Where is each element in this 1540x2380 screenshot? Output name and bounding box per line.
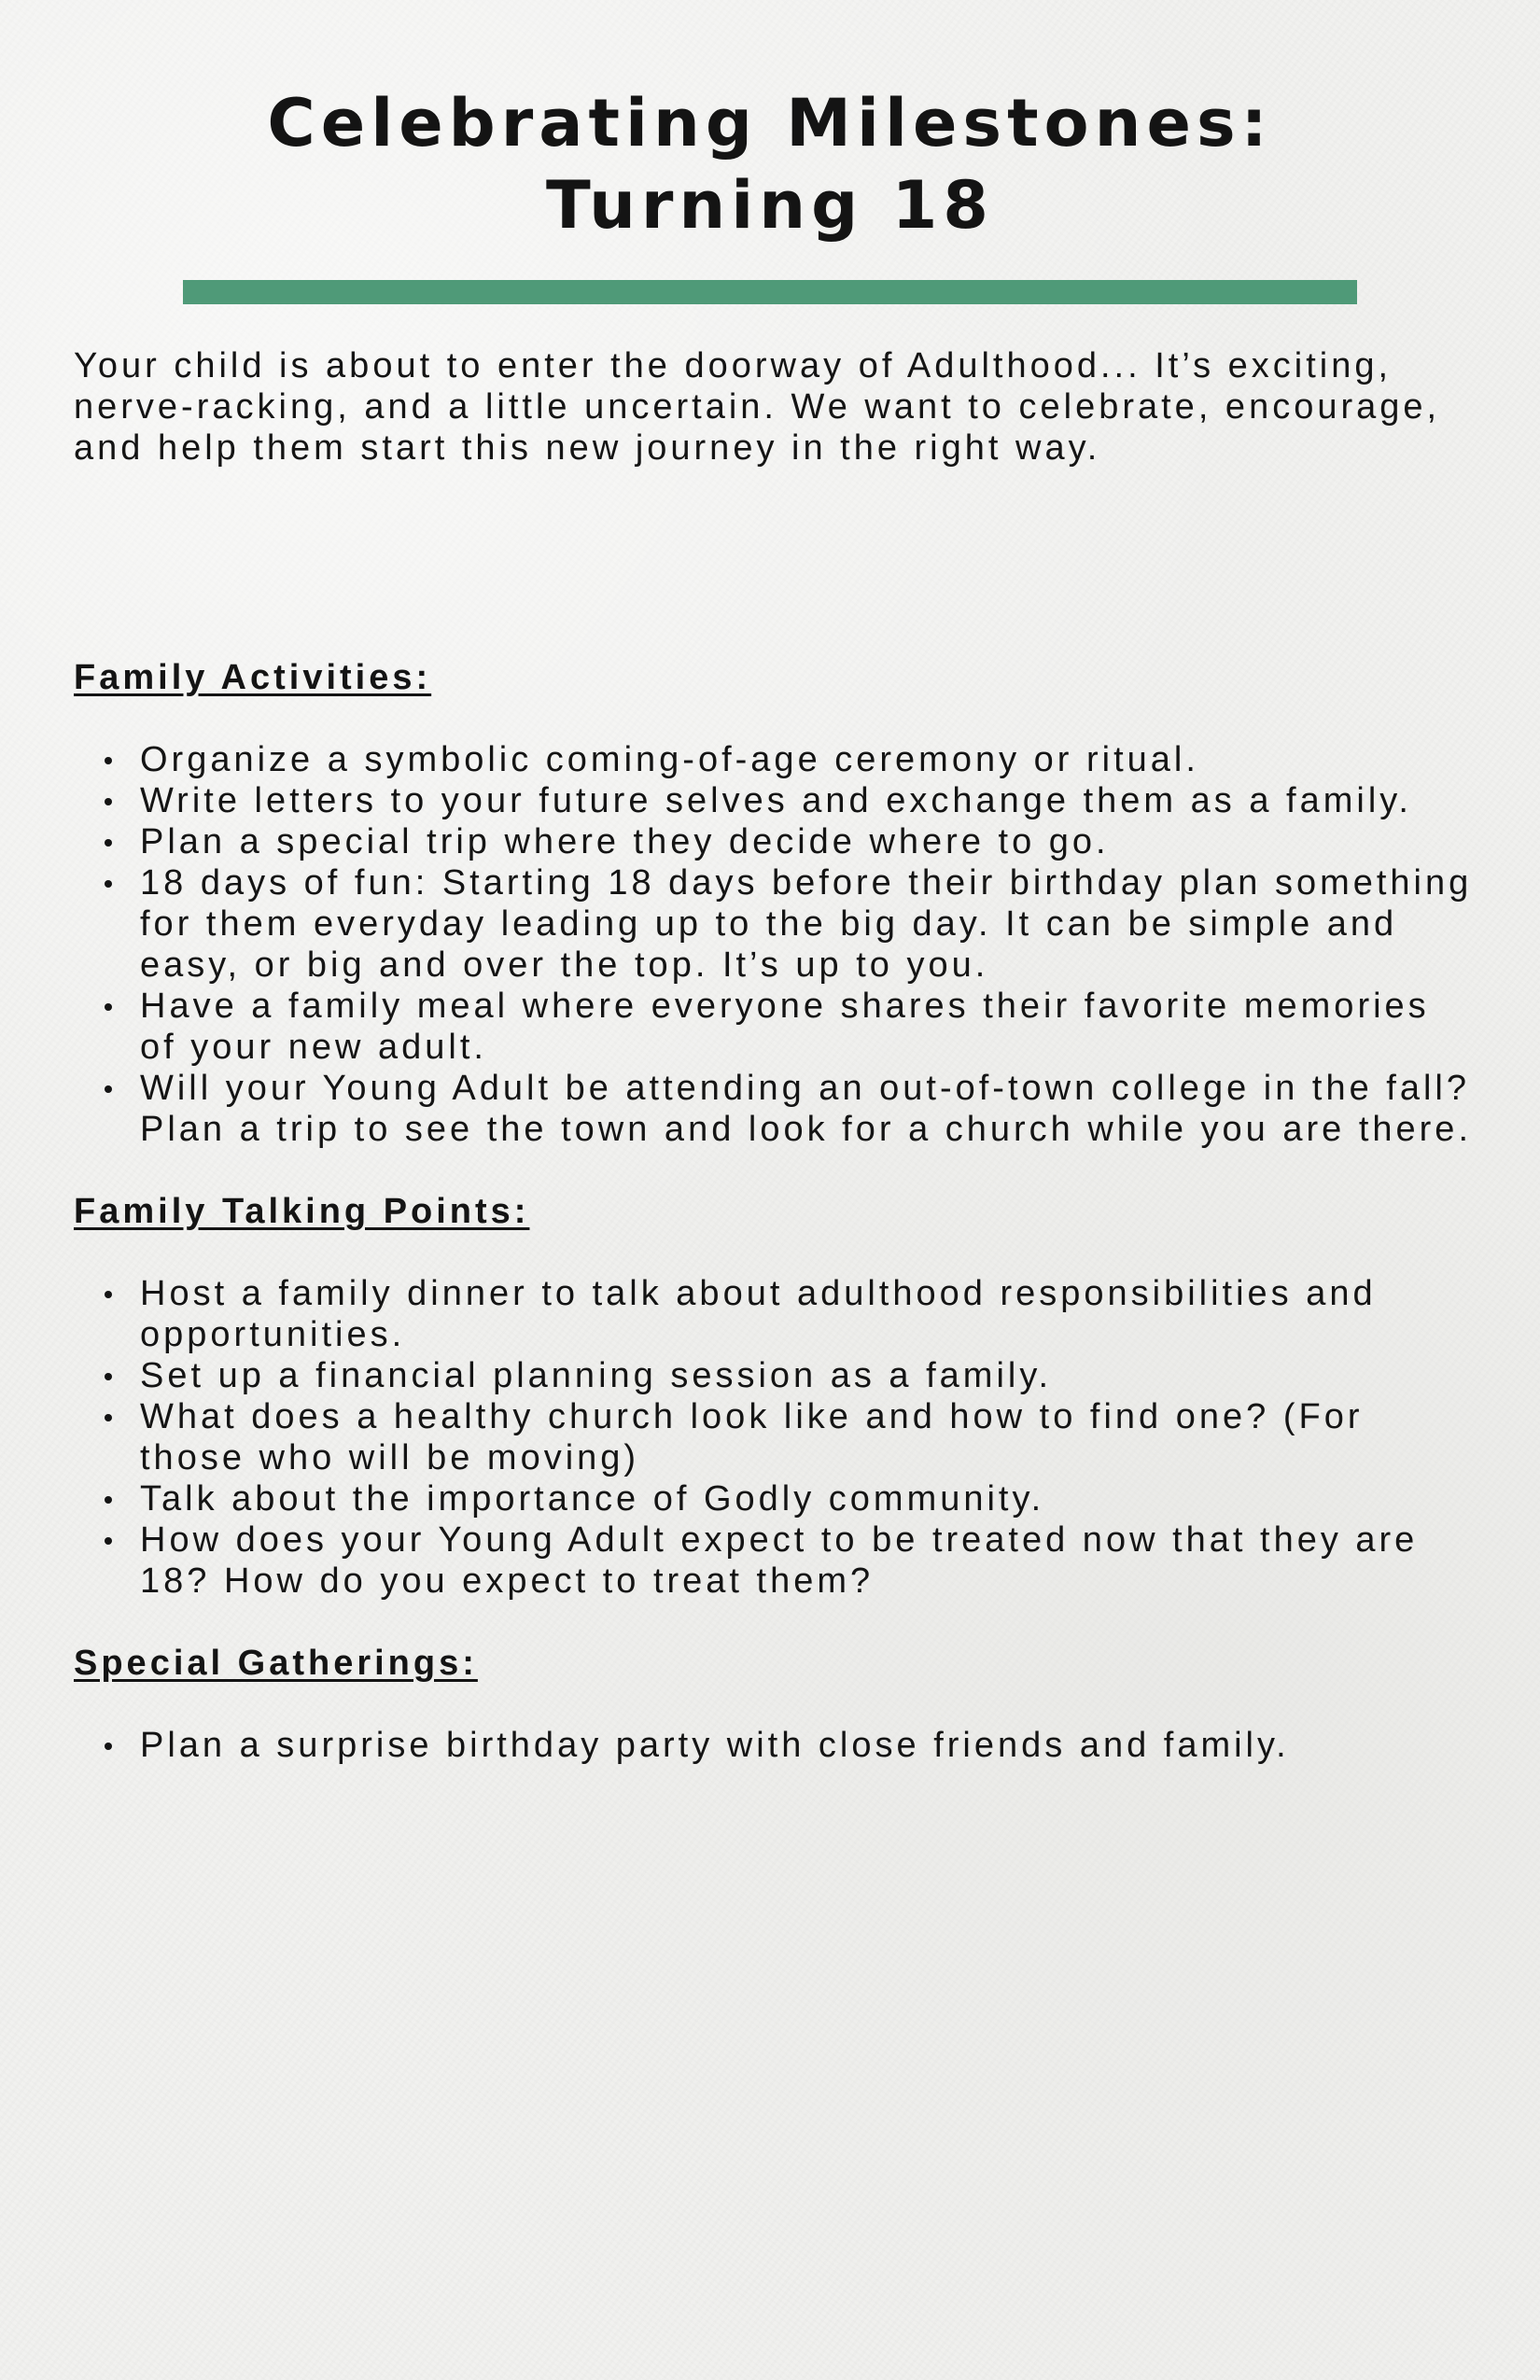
list-item: Organize a symbolic coming-of-age ceremony or ritual. [74,739,1474,780]
list-item: Talk about the importance of Godly community. [74,1478,1474,1519]
list-item: How does your Young Adult expect to be treated now that they are 18? How do you expect to treat them? [74,1519,1474,1602]
section-heading-family-activities: Family Activities: [74,658,432,697]
list-item: Write letters to your future selves and exchange them as a family. [74,780,1474,821]
special-gatherings-list [74,1725,1474,1766]
list-item: Set up a financial planning session as a family. [74,1355,1474,1396]
title-line-2: Turning 18 [546,167,994,244]
document-body [74,345,1474,1766]
list-item: Host a family dinner to talk about adulthood responsibilities and opportunities. [74,1273,1474,1355]
title-divider [183,280,1357,304]
list-item: What does a healthy church look like and how to find one? (For those who will be moving) [74,1396,1474,1478]
intro-paragraph: Your child is about to enter the doorway of Adulthood... It’s exciting, nerve-racking, and a little uncertain. We want to celebrate, encourage, and help them start this new journey in the right way. [74,346,1441,468]
family-talking-points-list [74,1273,1474,1602]
list-item: Plan a special trip where they decide where to go. [74,821,1474,862]
family-activities-list [74,739,1474,1150]
page-title [0,82,1540,246]
title-line-1: Celebrating Milestones: [267,85,1273,161]
section-heading-family-talking-points: Family Talking Points: [74,1192,530,1231]
section-heading-special-gatherings: Special Gatherings: [74,1644,478,1683]
list-item: Have a family meal where everyone shares their favorite memories of your new adult. [74,986,1474,1068]
list-item: Will your Young Adult be attending an out-of-town college in the fall? Plan a trip to see the town and look for a church while you are there. [74,1068,1474,1150]
list-item: 18 days of fun: Starting 18 days before their birthday plan something for them everyday leading up to the big day. It can be simple and easy, or big and over the top. It’s up to you. [74,862,1474,986]
list-item: Plan a surprise birthday party with close friends and family. [74,1725,1474,1766]
